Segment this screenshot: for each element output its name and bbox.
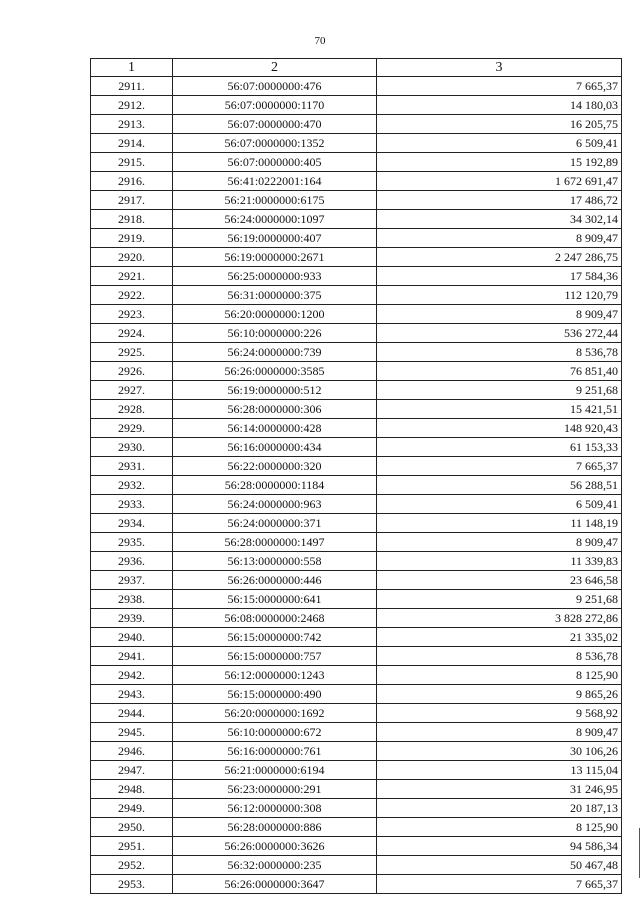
value-cell: 9 251,68 bbox=[377, 590, 622, 609]
cadastral-number-cell: 56:07:0000000:1170 bbox=[173, 96, 377, 115]
value-cell: 11 148,19 bbox=[377, 514, 622, 533]
row-number-cell: 2948. bbox=[91, 780, 173, 799]
row-number-cell: 2923. bbox=[91, 305, 173, 324]
table-row bbox=[91, 115, 622, 134]
row-number-cell: 2914. bbox=[91, 134, 173, 153]
row-number-cell: 2922. bbox=[91, 286, 173, 305]
cadastral-number-cell: 56:13:0000000:558 bbox=[173, 552, 377, 571]
cadastral-number-cell: 56:31:0000000:375 bbox=[173, 286, 377, 305]
cadastral-number-cell: 56:07:0000000:476 bbox=[173, 77, 377, 96]
value-cell: 1 672 691,47 bbox=[377, 172, 622, 191]
value-cell: 536 272,44 bbox=[377, 324, 622, 343]
value-cell: 61 153,33 bbox=[377, 438, 622, 457]
cadastral-number-cell: 56:28:0000000:1184 bbox=[173, 476, 377, 495]
cadastral-number-cell: 56:12:0000000:308 bbox=[173, 799, 377, 818]
value-cell: 23 646,58 bbox=[377, 571, 622, 590]
table-row bbox=[91, 818, 622, 837]
table-row bbox=[91, 761, 622, 780]
cadastral-number-cell: 56:28:0000000:1497 bbox=[173, 533, 377, 552]
row-number-cell: 2917. bbox=[91, 191, 173, 210]
cadastral-number-cell: 56:32:0000000:235 bbox=[173, 856, 377, 875]
row-number-cell: 2920. bbox=[91, 248, 173, 267]
cadastral-number-cell: 56:14:0000000:428 bbox=[173, 419, 377, 438]
value-cell: 17 584,36 bbox=[377, 267, 622, 286]
value-cell: 8 909,47 bbox=[377, 229, 622, 248]
table-row bbox=[91, 723, 622, 742]
row-number-cell: 2911. bbox=[91, 77, 173, 96]
table-row bbox=[91, 248, 622, 267]
value-cell: 31 246,95 bbox=[377, 780, 622, 799]
value-cell: 94 586,34 bbox=[377, 837, 622, 856]
table-row bbox=[91, 153, 622, 172]
value-cell: 17 486,72 bbox=[377, 191, 622, 210]
table-body bbox=[91, 77, 622, 894]
cadastral-number-cell: 56:24:0000000:371 bbox=[173, 514, 377, 533]
cadastral-number-cell: 56:15:0000000:641 bbox=[173, 590, 377, 609]
table-row bbox=[91, 476, 622, 495]
table-row bbox=[91, 400, 622, 419]
table-row bbox=[91, 609, 622, 628]
value-cell: 20 187,13 bbox=[377, 799, 622, 818]
table-row bbox=[91, 742, 622, 761]
value-cell: 2 247 286,75 bbox=[377, 248, 622, 267]
row-number-cell: 2925. bbox=[91, 343, 173, 362]
cadastral-number-cell: 56:15:0000000:490 bbox=[173, 685, 377, 704]
table-row bbox=[91, 191, 622, 210]
column-header-3: 3 bbox=[377, 59, 622, 77]
value-cell: 8 909,47 bbox=[377, 533, 622, 552]
row-number-cell: 2949. bbox=[91, 799, 173, 818]
cadastral-number-cell: 56:16:0000000:434 bbox=[173, 438, 377, 457]
row-number-cell: 2930. bbox=[91, 438, 173, 457]
cadastral-number-cell: 56:26:0000000:3647 bbox=[173, 875, 377, 894]
value-cell: 15 192,89 bbox=[377, 153, 622, 172]
row-number-cell: 2947. bbox=[91, 761, 173, 780]
row-number-cell: 2912. bbox=[91, 96, 173, 115]
row-number-cell: 2934. bbox=[91, 514, 173, 533]
row-number-cell: 2924. bbox=[91, 324, 173, 343]
cadastral-number-cell: 56:28:0000000:306 bbox=[173, 400, 377, 419]
page-number: 70 bbox=[314, 35, 326, 47]
value-cell: 21 335,02 bbox=[377, 628, 622, 647]
row-number-cell: 2943. bbox=[91, 685, 173, 704]
cadastral-number-cell: 56:21:0000000:6194 bbox=[173, 761, 377, 780]
table-row bbox=[91, 457, 622, 476]
cadastral-number-cell: 56:16:0000000:761 bbox=[173, 742, 377, 761]
cadastral-number-cell: 56:24:0000000:739 bbox=[173, 343, 377, 362]
table-header bbox=[91, 59, 622, 77]
cadastral-number-cell: 56:21:0000000:6175 bbox=[173, 191, 377, 210]
row-number-cell: 2937. bbox=[91, 571, 173, 590]
cadastral-number-cell: 56:25:0000000:933 bbox=[173, 267, 377, 286]
value-cell: 9 251,68 bbox=[377, 381, 622, 400]
value-cell: 50 467,48 bbox=[377, 856, 622, 875]
value-cell: 9 568,92 bbox=[377, 704, 622, 723]
value-cell: 8 909,47 bbox=[377, 723, 622, 742]
cadastral-number-cell: 56:19:0000000:2671 bbox=[173, 248, 377, 267]
row-number-cell: 2952. bbox=[91, 856, 173, 875]
cadastral-number-cell: 56:23:0000000:291 bbox=[173, 780, 377, 799]
cadastral-number-cell: 56:26:0000000:446 bbox=[173, 571, 377, 590]
row-number-cell: 2944. bbox=[91, 704, 173, 723]
cadastral-number-cell: 56:07:0000000:405 bbox=[173, 153, 377, 172]
row-number-cell: 2939. bbox=[91, 609, 173, 628]
cadastral-number-cell: 56:10:0000000:672 bbox=[173, 723, 377, 742]
value-cell: 8 909,47 bbox=[377, 305, 622, 324]
cadastral-number-cell: 56:26:0000000:3585 bbox=[173, 362, 377, 381]
column-header-2: 2 bbox=[173, 59, 377, 77]
value-cell: 30 106,26 bbox=[377, 742, 622, 761]
table-row bbox=[91, 229, 622, 248]
cadastral-number-cell: 56:24:0000000:1097 bbox=[173, 210, 377, 229]
row-number-cell: 2932. bbox=[91, 476, 173, 495]
value-cell: 148 920,43 bbox=[377, 419, 622, 438]
table-row bbox=[91, 590, 622, 609]
table-row bbox=[91, 571, 622, 590]
value-cell: 8 125,90 bbox=[377, 818, 622, 837]
cadastral-number-cell: 56:15:0000000:757 bbox=[173, 647, 377, 666]
table-row bbox=[91, 780, 622, 799]
table-row bbox=[91, 343, 622, 362]
table-row bbox=[91, 856, 622, 875]
value-cell: 16 205,75 bbox=[377, 115, 622, 134]
table-row bbox=[91, 286, 622, 305]
row-number-cell: 2915. bbox=[91, 153, 173, 172]
value-cell: 9 865,26 bbox=[377, 685, 622, 704]
cadastral-number-cell: 56:20:0000000:1200 bbox=[173, 305, 377, 324]
cadastral-number-cell: 56:20:0000000:1692 bbox=[173, 704, 377, 723]
row-number-cell: 2927. bbox=[91, 381, 173, 400]
row-number-cell: 2942. bbox=[91, 666, 173, 685]
value-cell: 56 288,51 bbox=[377, 476, 622, 495]
cadastral-number-cell: 56:12:0000000:1243 bbox=[173, 666, 377, 685]
table-row bbox=[91, 495, 622, 514]
row-number-cell: 2945. bbox=[91, 723, 173, 742]
table-row bbox=[91, 666, 622, 685]
value-cell: 13 115,04 bbox=[377, 761, 622, 780]
value-cell: 6 509,41 bbox=[377, 134, 622, 153]
table-row bbox=[91, 704, 622, 723]
value-cell: 8 536,78 bbox=[377, 647, 622, 666]
value-cell: 7 665,37 bbox=[377, 457, 622, 476]
row-number-cell: 2938. bbox=[91, 590, 173, 609]
data-table bbox=[90, 58, 622, 894]
row-number-cell: 2916. bbox=[91, 172, 173, 191]
header-row bbox=[91, 59, 622, 77]
table-row bbox=[91, 438, 622, 457]
table-row bbox=[91, 837, 622, 856]
row-number-cell: 2941. bbox=[91, 647, 173, 666]
value-cell: 34 302,14 bbox=[377, 210, 622, 229]
row-number-cell: 2940. bbox=[91, 628, 173, 647]
value-cell: 76 851,40 bbox=[377, 362, 622, 381]
table-row bbox=[91, 685, 622, 704]
table-row bbox=[91, 875, 622, 894]
table-row bbox=[91, 305, 622, 324]
cadastral-number-cell: 56:19:0000000:407 bbox=[173, 229, 377, 248]
cadastral-number-cell: 56:08:0000000:2468 bbox=[173, 609, 377, 628]
cadastral-number-cell: 56:15:0000000:742 bbox=[173, 628, 377, 647]
table-row bbox=[91, 267, 622, 286]
value-cell: 15 421,51 bbox=[377, 400, 622, 419]
table-row bbox=[91, 533, 622, 552]
row-number-cell: 2931. bbox=[91, 457, 173, 476]
row-number-cell: 2933. bbox=[91, 495, 173, 514]
table-row bbox=[91, 552, 622, 571]
cadastral-number-cell: 56:41:0222001:164 bbox=[173, 172, 377, 191]
table-row bbox=[91, 799, 622, 818]
row-number-cell: 2921. bbox=[91, 267, 173, 286]
row-number-cell: 2950. bbox=[91, 818, 173, 837]
row-number-cell: 2919. bbox=[91, 229, 173, 248]
table-row bbox=[91, 514, 622, 533]
column-header-1: 1 bbox=[91, 59, 173, 77]
value-cell: 7 665,37 bbox=[377, 77, 622, 96]
row-number-cell: 2929. bbox=[91, 419, 173, 438]
value-cell: 7 665,37 bbox=[377, 875, 622, 894]
table-row bbox=[91, 362, 622, 381]
cadastral-number-cell: 56:19:0000000:512 bbox=[173, 381, 377, 400]
value-cell: 6 509,41 bbox=[377, 495, 622, 514]
cadastral-number-cell: 56:24:0000000:963 bbox=[173, 495, 377, 514]
value-cell: 8 125,90 bbox=[377, 666, 622, 685]
row-number-cell: 2935. bbox=[91, 533, 173, 552]
table-row bbox=[91, 77, 622, 96]
row-number-cell: 2953. bbox=[91, 875, 173, 894]
table-row bbox=[91, 324, 622, 343]
row-number-cell: 2928. bbox=[91, 400, 173, 419]
table-row bbox=[91, 381, 622, 400]
row-number-cell: 2913. bbox=[91, 115, 173, 134]
value-cell: 14 180,03 bbox=[377, 96, 622, 115]
value-cell: 112 120,79 bbox=[377, 286, 622, 305]
row-number-cell: 2951. bbox=[91, 837, 173, 856]
row-number-cell: 2936. bbox=[91, 552, 173, 571]
cadastral-number-cell: 56:07:0000000:1352 bbox=[173, 134, 377, 153]
row-number-cell: 2918. bbox=[91, 210, 173, 229]
cadastral-number-cell: 56:28:0000000:886 bbox=[173, 818, 377, 837]
table-row bbox=[91, 210, 622, 229]
cadastral-number-cell: 56:10:0000000:226 bbox=[173, 324, 377, 343]
table-row bbox=[91, 647, 622, 666]
row-number-cell: 2926. bbox=[91, 362, 173, 381]
table-row bbox=[91, 96, 622, 115]
value-cell: 11 339,83 bbox=[377, 552, 622, 571]
table-row bbox=[91, 628, 622, 647]
cadastral-number-cell: 56:26:0000000:3626 bbox=[173, 837, 377, 856]
table-row bbox=[91, 419, 622, 438]
value-cell: 3 828 272,86 bbox=[377, 609, 622, 628]
cadastral-number-cell: 56:22:0000000:320 bbox=[173, 457, 377, 476]
table-row bbox=[91, 134, 622, 153]
value-cell: 8 536,78 bbox=[377, 343, 622, 362]
cadastral-number-cell: 56:07:0000000:470 bbox=[173, 115, 377, 134]
row-number-cell: 2946. bbox=[91, 742, 173, 761]
table-row bbox=[91, 172, 622, 191]
